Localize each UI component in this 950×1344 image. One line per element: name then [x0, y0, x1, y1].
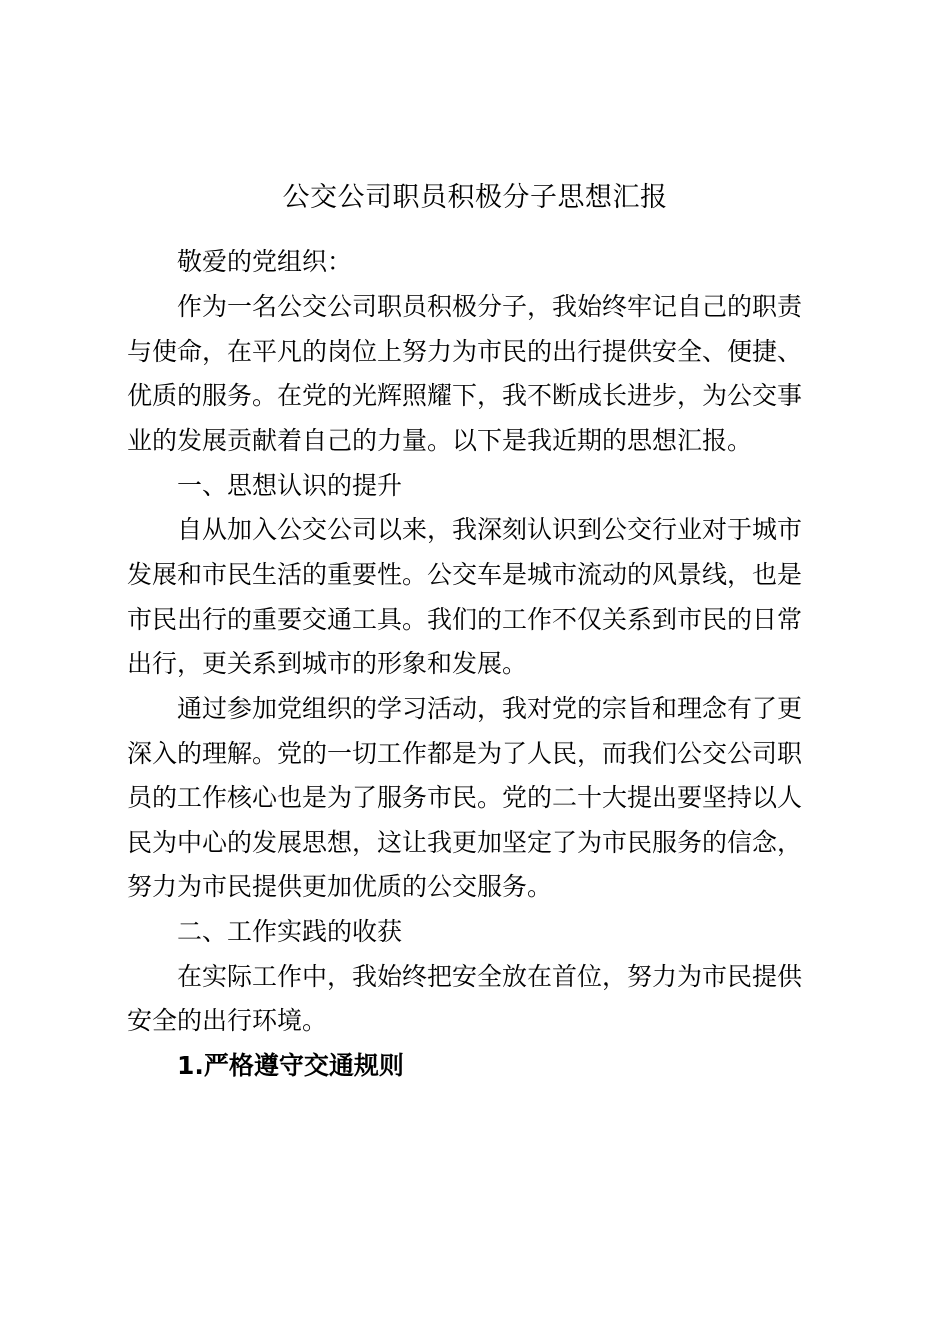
section-heading: 一、思想认识的提升	[177, 471, 403, 500]
document-title: 公交公司职员积极分子思想汇报	[282, 182, 668, 213]
salutation: 敬爱的党组织：	[177, 247, 353, 276]
paragraph-line: 安全的出行环境。	[127, 1006, 328, 1035]
section-heading: 二、工作实践的收获	[177, 917, 403, 946]
subsection-heading: 1.严格遵守交通规则	[177, 1051, 404, 1080]
paragraph-line: 通过参加党组织的学习活动，我对党的宗旨和理念有了更	[177, 694, 803, 723]
paragraph-line: 努力为市民提供更加优质的公交服务。	[127, 872, 553, 901]
paragraph-line: 深入的理解。党的一切工作都是为了人民，而我们公交公司职	[127, 739, 803, 768]
paragraph-line: 员的工作核心也是为了服务市民。党的二十大提出要坚持以人	[127, 783, 803, 812]
paragraph-line: 业的发展贡献着自己的力量。以下是我近期的思想汇报。	[127, 426, 753, 455]
paragraph-line: 与使命，在平凡的岗位上努力为市民的出行提供安全、便捷、	[127, 337, 803, 366]
paragraph-line: 自从加入公交公司以来，我深刻认识到公交行业对于城市	[177, 515, 803, 544]
paragraph-line: 在实际工作中，我始终把安全放在首位，努力为市民提供	[177, 962, 803, 991]
paragraph-line: 民为中心的发展思想，这让我更加坚定了为市民服务的信念，	[127, 828, 803, 857]
paragraph-line: 市民出行的重要交通工具。我们的工作不仅关系到市民的日常	[127, 605, 803, 634]
paragraph-line: 作为一名公交公司职员积极分子，我始终牢记自己的职责	[177, 292, 803, 321]
paragraph-line: 出行，更关系到城市的形象和发展。	[127, 649, 528, 678]
paragraph-line: 发展和市民生活的重要性。公交车是城市流动的风景线，也是	[127, 560, 803, 589]
paragraph-line: 优质的服务。在党的光辉照耀下，我不断成长进步，为公交事	[127, 381, 803, 410]
